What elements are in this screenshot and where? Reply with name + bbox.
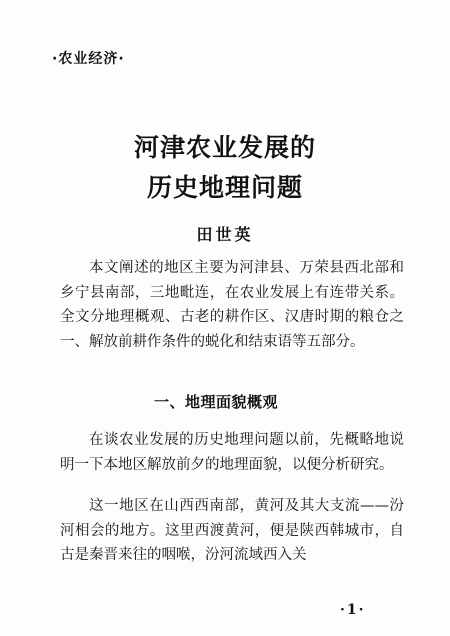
article-title-line-1: 河津农业发展的 [133, 133, 316, 162]
abstract-paragraph: 本文阐述的地区主要为河津县、万荣县西北部和乡宁县南部，三地毗连，在农业发展上有连带关系。全文分地理概观、古老的耕作区、汉唐时期的粮仓之一、解放前耕作条件的蜕化和结束语等五部分。 [60, 260, 404, 350]
body-paragraph-1: 在谈农业发展的历史地理问题以前，先概略地说明一下本地区解放前夕的地理面貌，以便分析研究。 [60, 432, 404, 473]
body-paragraph-2: 这一地区在山西西南部，黄河及其大支流——汾河相会的地方。这里西渡黄河，便是陕西韩城市，自古是秦晋来往的咽喉，汾河流域西入关 [60, 498, 404, 563]
author-name: 田世英 [196, 225, 254, 244]
page-number: ·1· [340, 602, 366, 618]
section-tag: ·农业经济· [52, 51, 125, 67]
section-heading: 一、地理面貌概观 [154, 393, 279, 411]
article-title-line-2: 历史地理问题 [146, 173, 303, 202]
